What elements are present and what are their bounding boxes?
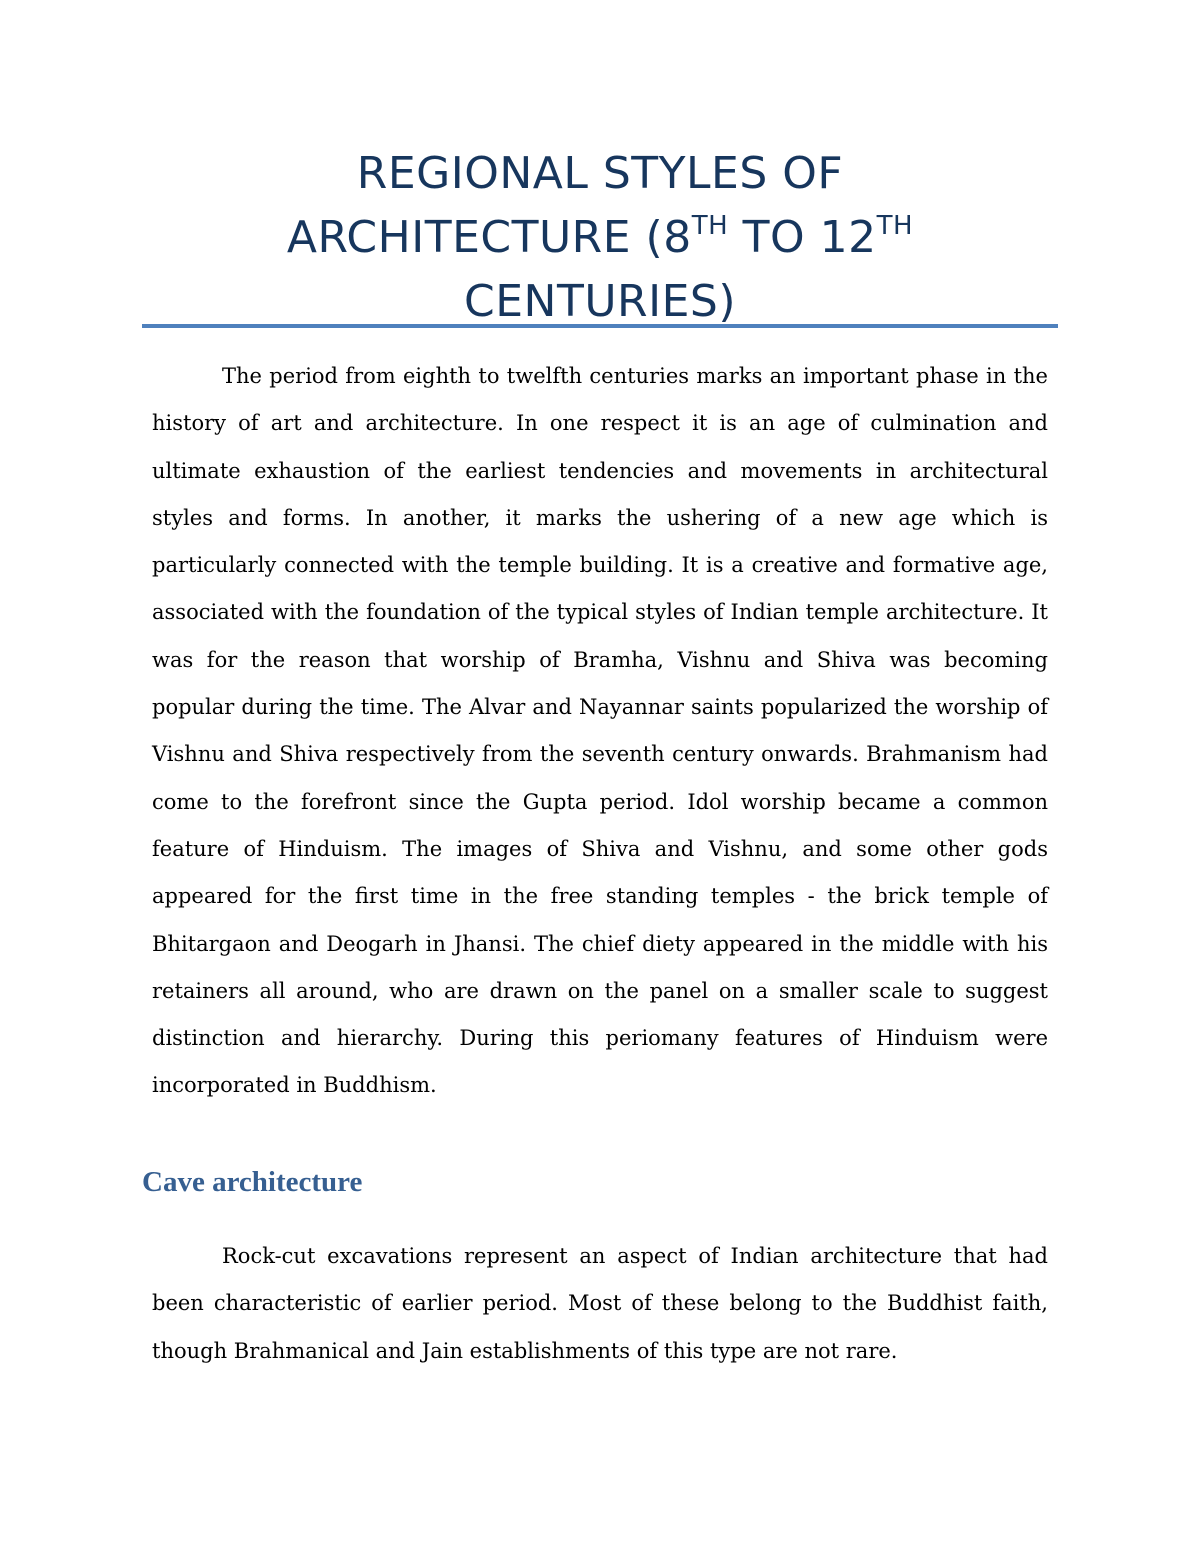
title-line-2-middle: TO 12 xyxy=(728,212,877,263)
title-line-3: CENTURIES) xyxy=(464,276,736,327)
title-line-2-prefix: ARCHITECTURE (8 xyxy=(286,212,692,263)
cave-architecture-paragraph: Rock-cut excavations represent an aspect of Indian architecture that had been characteristic of earlier period. Most of these belong to the Buddhist faith, though Brahmanical and Jain establishments of this type are not rare. xyxy=(152,1244,1048,1363)
title-underline-rule xyxy=(142,324,1058,328)
title-line-1: REGIONAL STYLES OF xyxy=(356,148,844,199)
section-heading-cave-architecture: Cave architecture xyxy=(142,1166,363,1198)
title-superscript-2: TH xyxy=(876,211,914,242)
title-superscript-1: TH xyxy=(691,211,729,242)
document-title xyxy=(142,142,1058,334)
intro-paragraph: The period from eighth to twelfth centuries marks an important phase in the history of art and architecture. In one respect it is an age of culmination and ultimate exhaustion of the earliest tendencies and movements in architectural styles and forms. In another, it marks the ushering of a new age which is particularly connected with the temple building. It is a creative and formative age, associated with the foundation of the typical styles of Indian temple architecture. It was for the reason that worship of Bramha, Vishnu and Shiva was becoming popular during the time. The Alvar and Nayannar saints popularized the worship of Vishnu and Shiva respectively from the seventh century onwards. Brahmanism had come to the forefront since the Gupta period. Idol worship became a common feature of Hinduism. The images of Shiva and Vishnu, and some other gods appeared for the first time in the free standing temples - the brick temple of Bhitargaon and Deogarh in Jhansi. The chief diety appeared in the middle with his retainers all around, who are drawn on the panel on a smaller scale to suggest distinction and hierarchy. During this periomany features of Hinduism were incorporated in Buddhism. xyxy=(152,364,1048,1098)
